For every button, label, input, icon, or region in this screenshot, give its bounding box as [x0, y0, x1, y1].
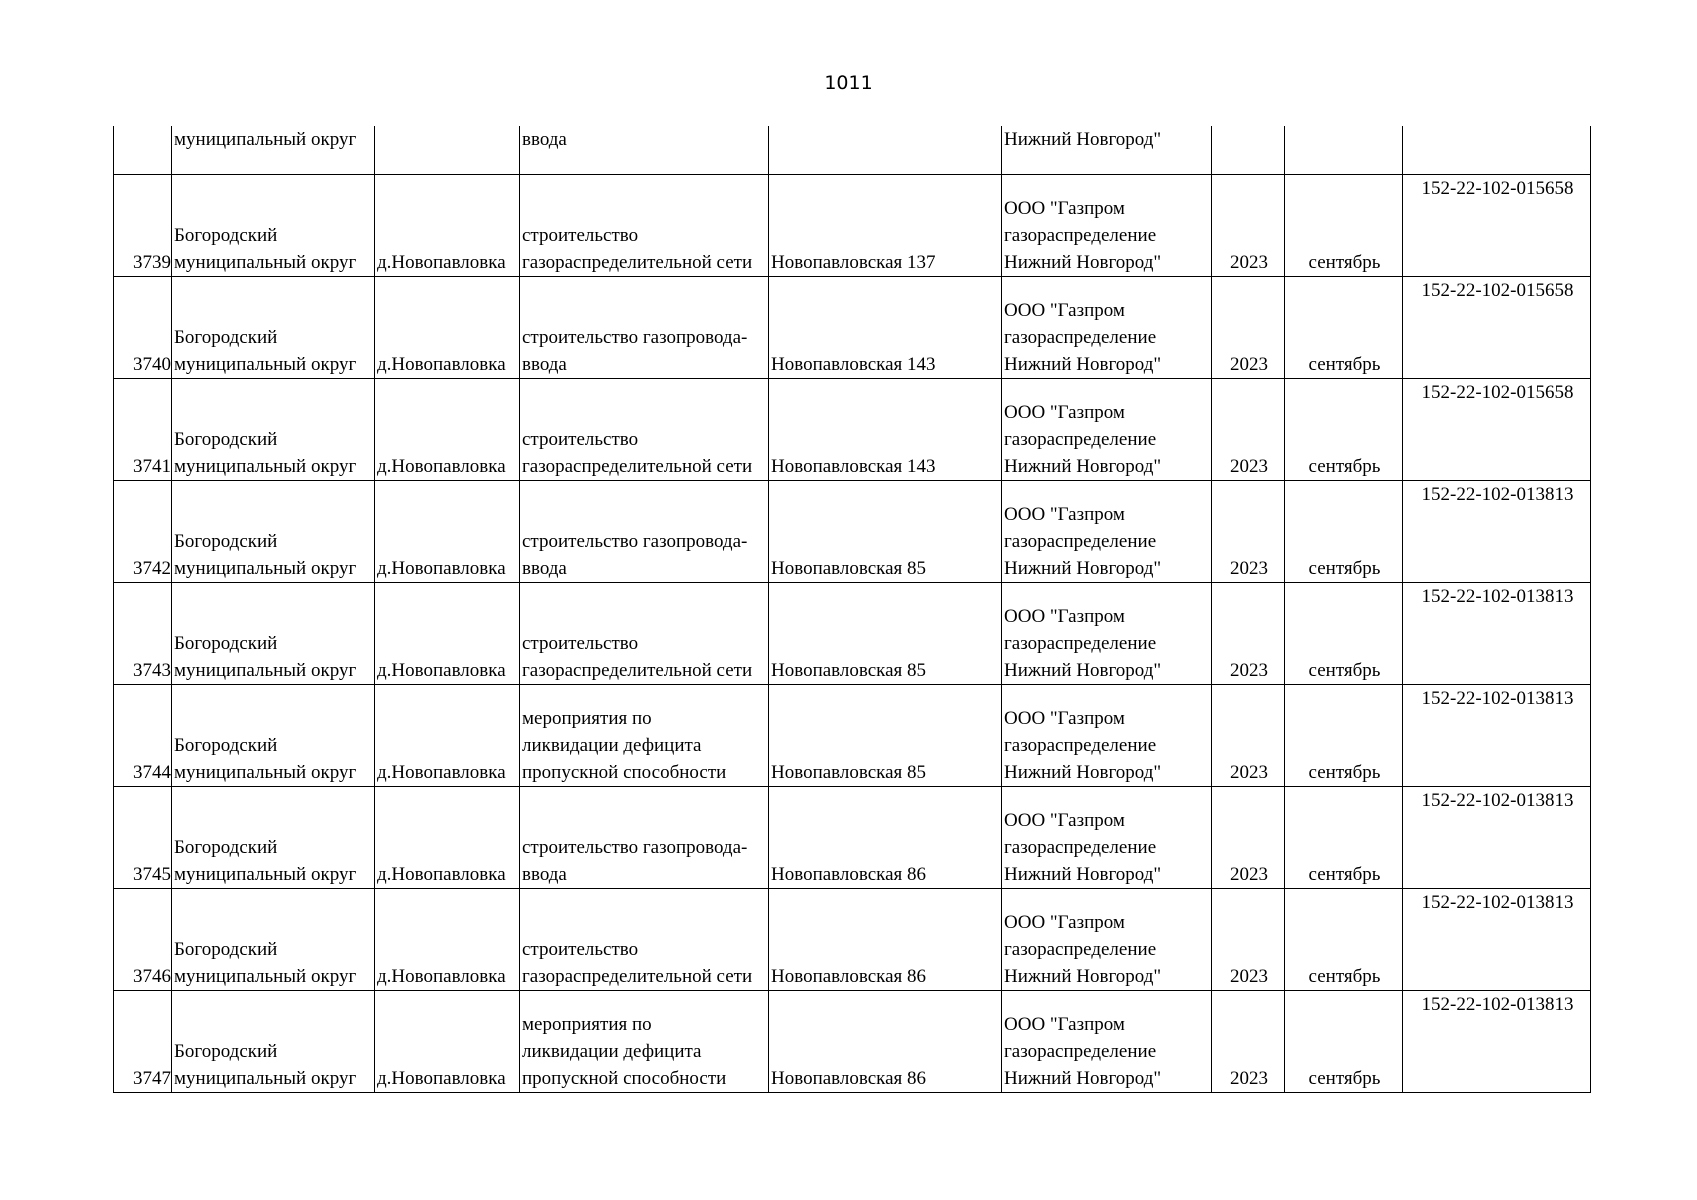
table-row: [114, 583, 1591, 685]
cell-organization-line: Нижний Новгород": [1004, 558, 1162, 579]
cell-district-line: муниципальный округ: [174, 864, 357, 885]
table-row: [114, 481, 1591, 583]
cell-month: сентябрь: [1285, 583, 1403, 685]
cell-code: 152-22-102-013813: [1403, 787, 1591, 889]
cell-year: 2023: [1212, 481, 1285, 583]
cell-month: сентябрь: [1285, 481, 1403, 583]
cell-work-line: строительство: [522, 633, 639, 654]
cell-organization-line: Нижний Новгород": [1004, 252, 1162, 273]
cell-num: 3741: [114, 379, 172, 481]
cell-organization: [1002, 685, 1212, 787]
cell-district-line: муниципальный округ: [174, 354, 357, 375]
cell-organization: [1002, 379, 1212, 481]
cell-organization: [1002, 787, 1212, 889]
cell-district-line: Богородский: [174, 837, 278, 858]
cell-work: ввода: [520, 126, 769, 175]
cell-num: 3744: [114, 685, 172, 787]
cell-num: 3743: [114, 583, 172, 685]
cell-work-line: газораспределительной сети: [522, 252, 753, 273]
cell-work-line: строительство: [522, 939, 639, 960]
cell-district-line: Богородский: [174, 939, 278, 960]
cell-organization-line: газораспределение: [1004, 633, 1157, 654]
continuation-row: [114, 126, 1591, 175]
cell-month: сентябрь: [1285, 889, 1403, 991]
cell-organization-line: ООО "Газпром: [1004, 198, 1125, 219]
cell-work-line: ввода: [522, 558, 567, 579]
cell-district-line: Богородский: [174, 633, 278, 654]
cell-year: 2023: [1212, 277, 1285, 379]
cell-code: 152-22-102-013813: [1403, 991, 1591, 1093]
cell-address: Новопавловская 86: [769, 991, 1002, 1093]
cell-organization: [1002, 889, 1212, 991]
cell-organization: [1002, 277, 1212, 379]
table-row: [114, 991, 1591, 1093]
cell-work-line: строительство газопровода-: [522, 837, 748, 858]
cell-work-line: ликвидации дефицита: [522, 1041, 702, 1062]
cell-organization-line: ООО "Газпром: [1004, 402, 1125, 423]
cell-address: Новопавловская 85: [769, 685, 1002, 787]
cell-organization: [1002, 175, 1212, 277]
cell-district: [172, 277, 375, 379]
cell-work: [520, 889, 769, 991]
cell-organization-line: Нижний Новгород": [1004, 762, 1162, 783]
cell-organization-line: ООО "Газпром: [1004, 606, 1125, 627]
registry-table: [113, 126, 1591, 1093]
cell-locality: [375, 126, 520, 175]
cell-work: [520, 481, 769, 583]
cell-work-line: строительство: [522, 429, 639, 450]
cell-district: [172, 583, 375, 685]
cell-district-line: муниципальный округ: [174, 558, 357, 579]
cell-district: [172, 481, 375, 583]
cell-work-line: газораспределительной сети: [522, 660, 753, 681]
cell-month: сентябрь: [1285, 277, 1403, 379]
cell-address: Новопавловская 143: [769, 379, 1002, 481]
cell-organization: Нижний Новгород": [1002, 126, 1212, 175]
cell-organization-line: ООО "Газпром: [1004, 1014, 1125, 1035]
cell-district: [172, 685, 375, 787]
cell-district-line: муниципальный округ: [174, 252, 357, 273]
cell-organization-line: газораспределение: [1004, 837, 1157, 858]
cell-district: [172, 889, 375, 991]
cell-work-line: пропускной способности: [522, 762, 727, 783]
cell-year: 2023: [1212, 787, 1285, 889]
cell-code: 152-22-102-015658: [1403, 277, 1591, 379]
cell-organization-line: Нижний Новгород": [1004, 1068, 1162, 1089]
cell-district-line: муниципальный округ: [174, 660, 357, 681]
cell-work-line: ввода: [522, 354, 567, 375]
cell-code: 152-22-102-015658: [1403, 379, 1591, 481]
cell-work-line: мероприятия по: [522, 708, 652, 729]
cell-locality: д.Новопавловка: [375, 787, 520, 889]
cell-organization-line: Нижний Новгород": [1004, 354, 1162, 375]
cell-num: 3739: [114, 175, 172, 277]
cell-month: сентябрь: [1285, 175, 1403, 277]
cell-locality: д.Новопавловка: [375, 379, 520, 481]
cell-work: [520, 277, 769, 379]
page-number: 1011: [824, 72, 873, 94]
table-row: [114, 685, 1591, 787]
cell-district-line: Богородский: [174, 531, 278, 552]
cell-year: [1212, 126, 1285, 175]
cell-organization-line: газораспределение: [1004, 939, 1157, 960]
cell-organization-line: Нижний Новгород": [1004, 660, 1162, 681]
cell-organization-line: ООО "Газпром: [1004, 300, 1125, 321]
cell-work: [520, 685, 769, 787]
cell-organization: [1002, 481, 1212, 583]
cell-district-line: Богородский: [174, 1041, 278, 1062]
cell-district-line: Богородский: [174, 429, 278, 450]
cell-organization: [1002, 991, 1212, 1093]
cell-code: 152-22-102-013813: [1403, 583, 1591, 685]
cell-organization-line: ООО "Газпром: [1004, 912, 1125, 933]
cell-work-line: газораспределительной сети: [522, 966, 753, 987]
cell-organization-line: газораспределение: [1004, 327, 1157, 348]
cell-num: 3742: [114, 481, 172, 583]
cell-address: Новопавловская 86: [769, 787, 1002, 889]
cell-locality: д.Новопавловка: [375, 685, 520, 787]
cell-code: 152-22-102-015658: [1403, 175, 1591, 277]
cell-district: муниципальный округ: [172, 126, 375, 175]
cell-district-line: муниципальный округ: [174, 1068, 357, 1089]
cell-work-line: газораспределительной сети: [522, 456, 753, 477]
cell-work-line: мероприятия по: [522, 1014, 652, 1035]
table-body: [114, 126, 1591, 1093]
cell-district-line: муниципальный округ: [174, 966, 357, 987]
cell-year: 2023: [1212, 991, 1285, 1093]
cell-locality: д.Новопавловка: [375, 481, 520, 583]
cell-work-line: строительство газопровода-: [522, 327, 748, 348]
cell-code: [1403, 126, 1591, 175]
cell-district: [172, 787, 375, 889]
cell-organization-line: газораспределение: [1004, 225, 1157, 246]
cell-locality: д.Новопавловка: [375, 175, 520, 277]
cell-work-line: пропускной способности: [522, 1068, 727, 1089]
cell-organization-line: Нижний Новгород": [1004, 864, 1162, 885]
cell-num: 3747: [114, 991, 172, 1093]
cell-month: сентябрь: [1285, 379, 1403, 481]
cell-district-line: муниципальный округ: [174, 762, 357, 783]
cell-locality: д.Новопавловка: [375, 277, 520, 379]
cell-locality: д.Новопавловка: [375, 991, 520, 1093]
cell-district-line: Богородский: [174, 327, 278, 348]
cell-year: 2023: [1212, 379, 1285, 481]
cell-work: [520, 787, 769, 889]
cell-work: [520, 991, 769, 1093]
cell-district-line: Богородский: [174, 225, 278, 246]
cell-organization-line: ООО "Газпром: [1004, 810, 1125, 831]
table-row: [114, 787, 1591, 889]
cell-work-line: строительство: [522, 225, 639, 246]
cell-work-line: ликвидации дефицита: [522, 735, 702, 756]
cell-month: сентябрь: [1285, 991, 1403, 1093]
cell-month: [1285, 126, 1403, 175]
cell-code: 152-22-102-013813: [1403, 685, 1591, 787]
cell-locality: д.Новопавловка: [375, 583, 520, 685]
cell-num: [114, 126, 172, 175]
cell-organization-line: ООО "Газпром: [1004, 708, 1125, 729]
cell-year: 2023: [1212, 889, 1285, 991]
table-row: [114, 277, 1591, 379]
cell-num: 3745: [114, 787, 172, 889]
cell-work: [520, 379, 769, 481]
cell-organization-line: газораспределение: [1004, 735, 1157, 756]
cell-address: Новопавловская 86: [769, 889, 1002, 991]
cell-organization: [1002, 583, 1212, 685]
cell-district: [172, 175, 375, 277]
cell-organization-line: ООО "Газпром: [1004, 504, 1125, 525]
cell-work-line: ввода: [522, 864, 567, 885]
cell-work-line: строительство газопровода-: [522, 531, 748, 552]
cell-district: [172, 379, 375, 481]
cell-year: 2023: [1212, 685, 1285, 787]
cell-locality: д.Новопавловка: [375, 889, 520, 991]
cell-address: Новопавловская 85: [769, 481, 1002, 583]
cell-num: 3740: [114, 277, 172, 379]
cell-address: Новопавловская 85: [769, 583, 1002, 685]
table-row: [114, 379, 1591, 481]
cell-work: [520, 583, 769, 685]
cell-district-line: муниципальный округ: [174, 456, 357, 477]
cell-organization-line: газораспределение: [1004, 531, 1157, 552]
cell-address: Новопавловская 143: [769, 277, 1002, 379]
cell-work: [520, 175, 769, 277]
table-row: [114, 175, 1591, 277]
cell-district: [172, 991, 375, 1093]
cell-code: 152-22-102-013813: [1403, 481, 1591, 583]
table-row: [114, 889, 1591, 991]
cell-month: сентябрь: [1285, 685, 1403, 787]
cell-address: Новопавловская 137: [769, 175, 1002, 277]
cell-month: сентябрь: [1285, 787, 1403, 889]
cell-year: 2023: [1212, 583, 1285, 685]
cell-organization-line: Нижний Новгород": [1004, 966, 1162, 987]
cell-address: [769, 126, 1002, 175]
cell-organization-line: газораспределение: [1004, 429, 1157, 450]
cell-num: 3746: [114, 889, 172, 991]
cell-code: 152-22-102-013813: [1403, 889, 1591, 991]
cell-year: 2023: [1212, 175, 1285, 277]
cell-organization-line: Нижний Новгород": [1004, 456, 1162, 477]
cell-organization-line: газораспределение: [1004, 1041, 1157, 1062]
cell-district-line: Богородский: [174, 735, 278, 756]
